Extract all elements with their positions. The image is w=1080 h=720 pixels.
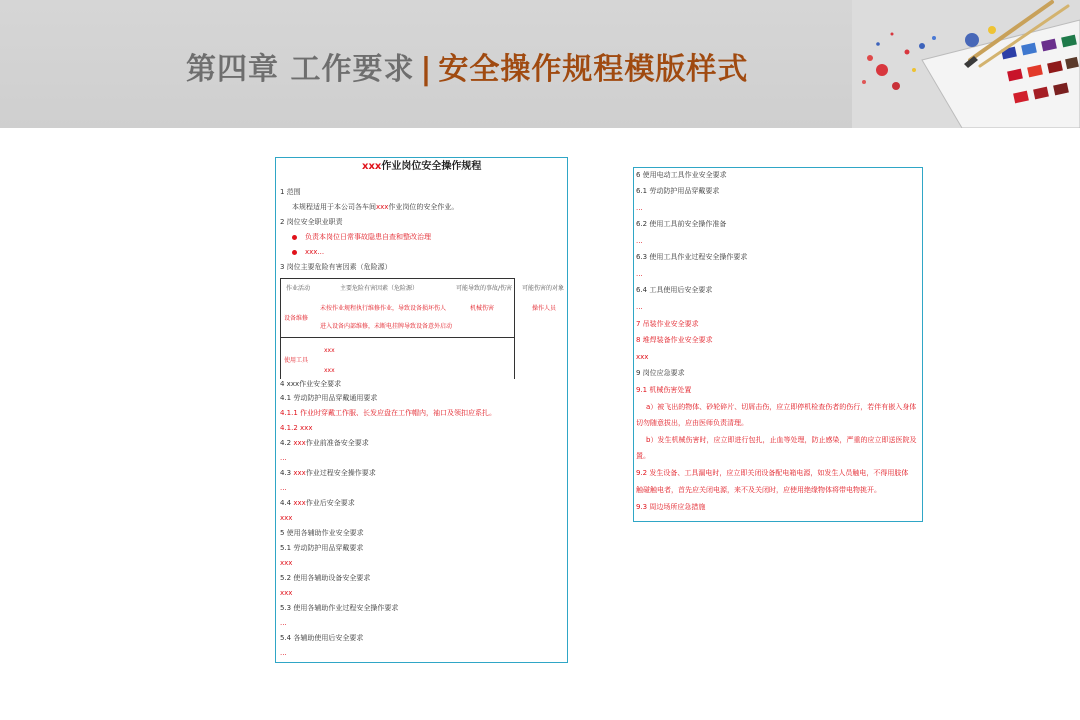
page-title-topic: 安全操作规程模版样式 — [438, 52, 749, 87]
bullet-icon — [292, 250, 297, 255]
doc-title-text: 作业岗位安全操作规程 — [381, 161, 482, 172]
section-9-1-b-line-2: 置。 — [636, 452, 650, 460]
section-1-body-placeholder: xxx — [376, 203, 389, 211]
table-cell-activity: 使用工具 — [284, 357, 309, 364]
section-4-1-heading: 4.1 劳动防护用品穿戴通用要求 — [280, 394, 378, 402]
table-header: 作业活动 — [286, 285, 311, 292]
placeholder-text: xxx — [280, 514, 293, 522]
ellipsis: ... — [636, 303, 643, 311]
page-title — [186, 44, 748, 88]
section-5-heading: 5 使用各辅助作业安全要求 — [280, 529, 364, 537]
section-5-4-heading: 5.4 各辅助使用后安全要求 — [280, 634, 364, 642]
table-cell-factor: 未按作业规程执行维修作业，导致设备损坏伤人 — [320, 305, 447, 312]
section-1-body-b: 作业岗位的安全作业。 — [388, 203, 459, 211]
hazard-table — [280, 278, 565, 379]
placeholder-text: xxx — [280, 559, 293, 567]
table-cell-factor: xxx — [324, 347, 335, 354]
section-2-item-1-text: 负责本岗位日常事故隐患自查和整改治理 — [305, 233, 431, 241]
page-title-separator: | — [420, 52, 433, 87]
section-9-1-b-line-1: b）发生机械伤害时，应立即进行包扎，止血等处理，防止感染，严重的应立即送医院及 — [646, 436, 917, 444]
doc-title — [362, 162, 481, 171]
bullet-icon — [292, 235, 297, 240]
section-4-2-number: 4.2 — [280, 439, 292, 447]
section-1-body-a: 本规程适用于本公司各车间 — [292, 203, 376, 211]
section-5-1-heading: 5.1 劳动防护用品穿戴要求 — [280, 544, 364, 552]
section-4-2-heading — [280, 439, 369, 448]
table-cell-target: 操作人员 — [532, 305, 557, 312]
ellipsis: ... — [280, 619, 287, 627]
section-2-item-2 — [292, 248, 324, 257]
table-cell-factor: xxx — [324, 367, 335, 374]
section-4-4-number: 4.4 — [280, 499, 292, 507]
watercolor-palette-illustration — [852, 0, 1080, 128]
section-9-1-a-line-2: 切勿随意拔出，应由医师负责清理。 — [636, 419, 748, 427]
page-title-chapter: 第四章 工作要求 — [186, 52, 415, 87]
ellipsis: ... — [636, 237, 643, 245]
section-4-4-heading — [280, 499, 355, 508]
section-4-heading-text: 4 xxx作业安全要求 — [280, 380, 342, 388]
section-9-2-line-2: 触碰触电者，首先应关闭电源，来不及关闭时，应使用绝缘物体将带电物挑开。 — [636, 486, 881, 494]
section-6-2-heading: 6.2 使用工具前安全操作准备 — [636, 220, 727, 228]
section-9-1-heading: 9.1 机械伤害处置 — [636, 386, 692, 394]
section-9-2-line-1: 9.2 发生设备、工具漏电时，应立即关闭设备配电箱电源，如发生人员触电，不得用肢体 — [636, 469, 909, 477]
section-9-1-a-line-1: a）被飞出的物体、砂轮碎片、切屑击伤，应立即停机检查伤者的伤行，若伴有嵌入身体 — [646, 403, 917, 411]
ellipsis: ... — [636, 204, 643, 212]
section-4-1-1: 4.1.1 作业时穿戴工作服、长发应盘在工作帽内，袖口及领扣应系扎。 — [280, 409, 497, 417]
section-4-2-text: 作业前准备安全要求 — [305, 439, 369, 447]
section-4-3-placeholder: xxx — [293, 469, 306, 477]
section-4-1-2: 4.1.2 xxx — [280, 424, 313, 432]
section-4-2-placeholder: xxx — [293, 439, 306, 447]
document-page-right — [633, 167, 923, 522]
placeholder-text: xxx — [636, 353, 649, 361]
section-2-heading: 2 岗位安全职业职责 — [280, 218, 343, 226]
section-6-heading: 6 使用电动工具作业安全要求 — [636, 171, 727, 179]
section-4-4-text: 作业后安全要求 — [305, 499, 355, 507]
table-header: 可能伤害的对象 — [522, 285, 565, 292]
section-9-heading: 9 岗位应急要求 — [636, 369, 685, 377]
section-2-item-1 — [292, 233, 431, 242]
section-7-heading: 7 吊装作业安全要求 — [636, 320, 699, 328]
table-header: 主要危险有害因素（危险源） — [340, 285, 419, 292]
section-5-3-heading: 5.3 使用各辅助作业过程安全操作要求 — [280, 604, 399, 612]
ellipsis: ... — [636, 270, 643, 278]
ellipsis: ... — [280, 454, 287, 462]
placeholder-text: xxx — [280, 589, 293, 597]
header-band — [0, 0, 1080, 128]
ellipsis: ... — [280, 649, 287, 657]
section-4-heading — [280, 380, 341, 389]
section-9-3-heading: 9.3 周边场所应急措施 — [636, 503, 706, 511]
section-1-body — [292, 203, 458, 212]
document-page-left — [275, 157, 568, 663]
table-cell-result: 机械伤害 — [470, 305, 495, 312]
section-4-4-placeholder: xxx — [293, 499, 306, 507]
section-1-heading: 1 范围 — [280, 188, 301, 196]
ellipsis: ... — [280, 484, 287, 492]
table-cell-factor: 进入设备内部维修，未断电挂牌导致设备意外启动 — [320, 323, 453, 330]
section-4-3-heading — [280, 469, 376, 478]
doc-title-placeholder: xxx — [362, 161, 382, 172]
table-cell-activity: 设备维修 — [284, 315, 309, 322]
section-4-3-text: 作业过程安全操作要求 — [305, 469, 376, 477]
section-2-item-2-text: xxx... — [305, 248, 325, 256]
section-8-heading: 8 堆焊装备作业安全要求 — [636, 336, 713, 344]
section-5-2-heading: 5.2 使用各辅助设备安全要求 — [280, 574, 371, 582]
section-3-heading: 3 岗位主要危险有害因素（危险源） — [280, 263, 392, 271]
section-6-3-heading: 6.3 使用工具作业过程安全操作要求 — [636, 253, 748, 261]
section-4-3-number: 4.3 — [280, 469, 292, 477]
section-6-1-heading: 6.1 劳动防护用品穿戴要求 — [636, 187, 720, 195]
table-header: 可能导致的事故/伤害 — [456, 285, 513, 292]
section-6-4-heading: 6.4 工具使用后安全要求 — [636, 286, 713, 294]
